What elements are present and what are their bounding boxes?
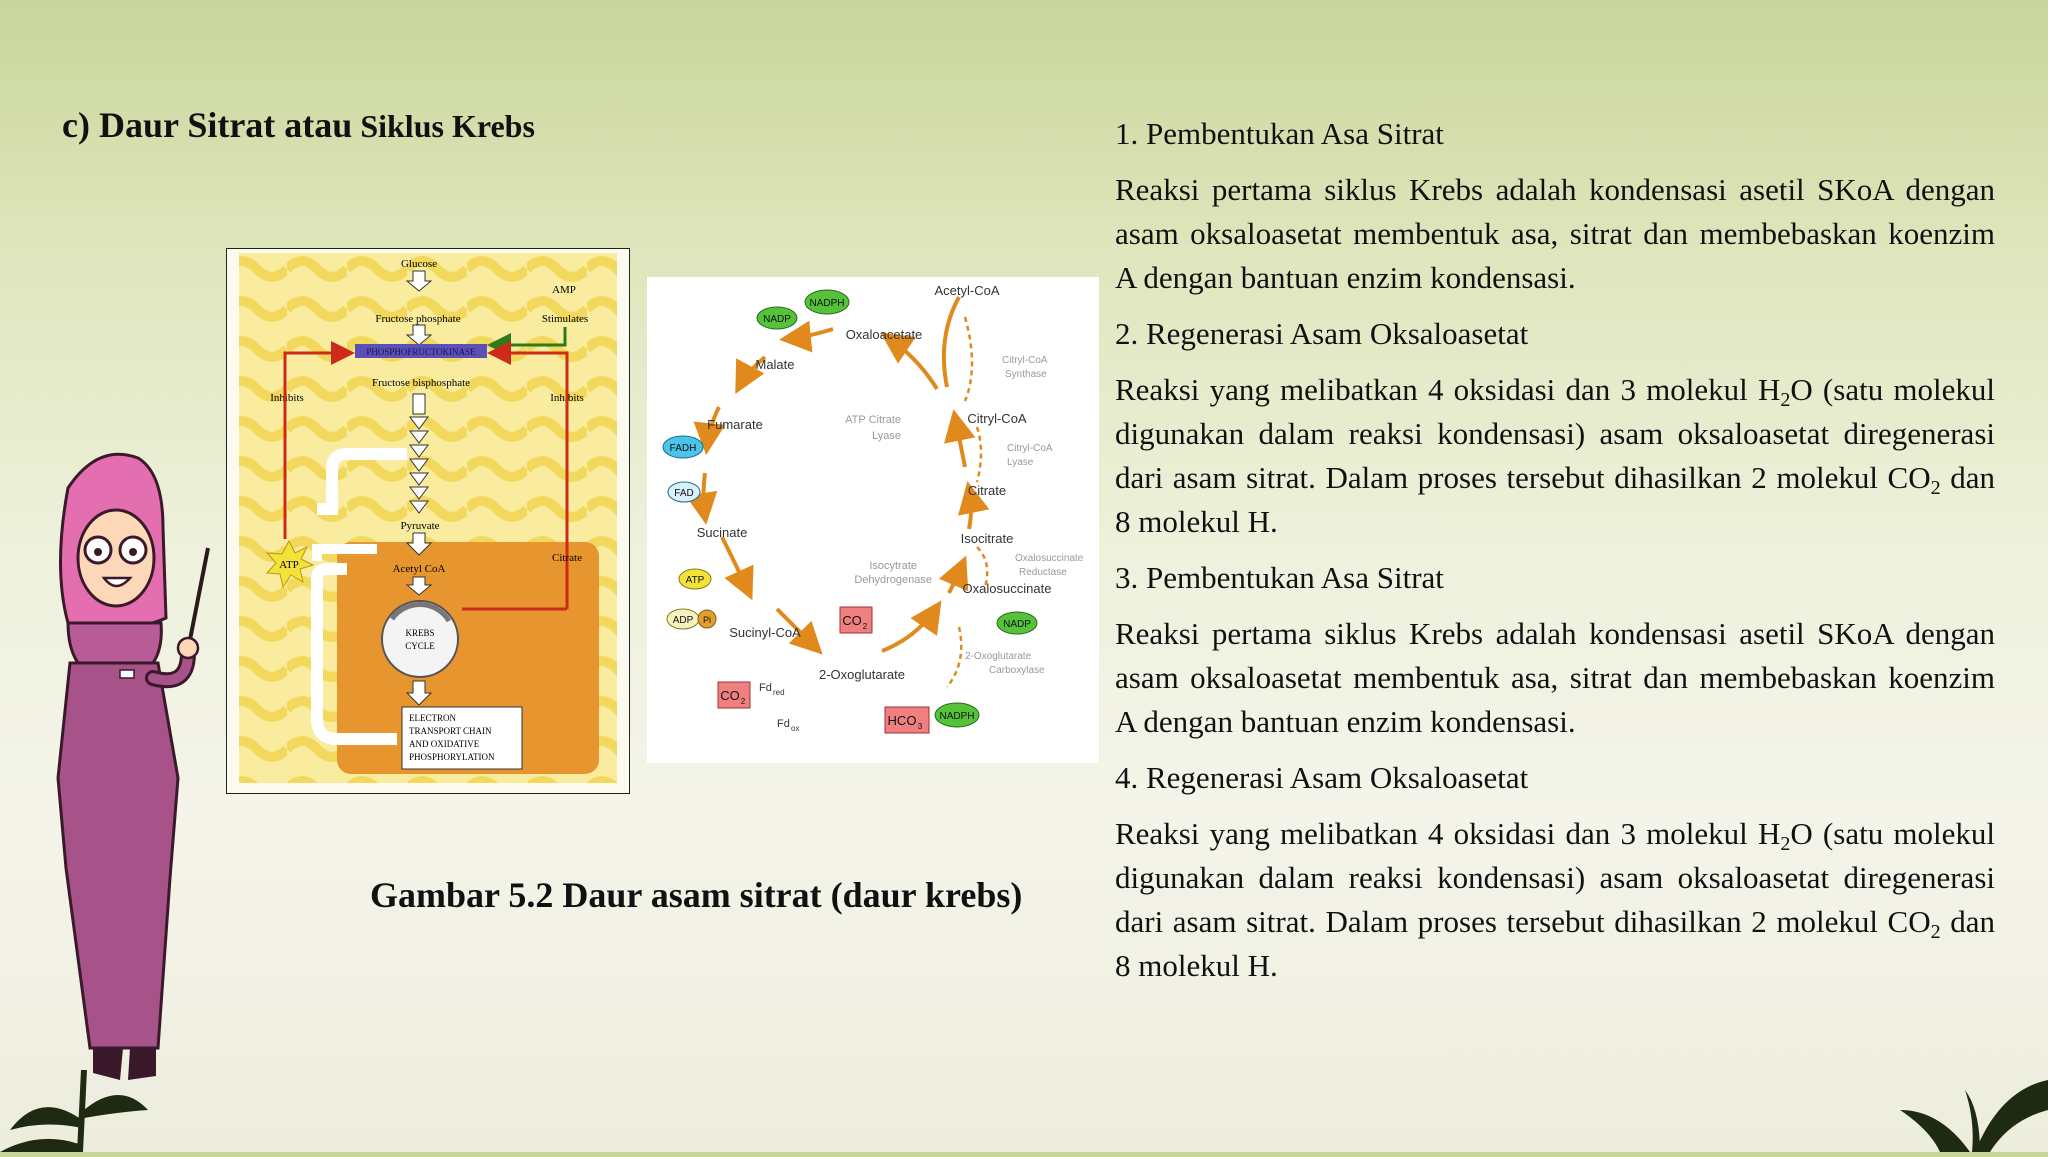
title-main: c) Daur Sitrat atau — [62, 105, 353, 145]
leaf — [1900, 1110, 1970, 1152]
title-sub: Siklus Krebs — [360, 108, 535, 144]
label-fd-red-sub: red — [773, 688, 785, 697]
enzyme-oxalosuccinate-reductase-2: Reductase — [1019, 567, 1067, 578]
badge-atp-label: ATP — [685, 575, 705, 586]
badge-pi-label: Pi — [702, 615, 712, 625]
section-2-sub-b: 2 — [1930, 477, 1941, 499]
pointer-stick — [188, 548, 208, 650]
section-4-sub-a: 2 — [1780, 833, 1791, 855]
section-4-text-b: O (satu molekul digunakan dalam reaksi kondensasi) asam oksaloasetat diregenerasi dari asam sitrat. Dalam proses tersebut dihasilkan 2 molekul CO — [1115, 816, 1995, 939]
enzyme-oxoglutarate-carboxylase-2: Carboxylase — [989, 665, 1045, 676]
dress — [58, 663, 178, 1048]
section-2-sub-a: 2 — [1780, 389, 1791, 411]
label-fructose-phosphate: Fructose phosphate — [375, 313, 461, 325]
label-citrate: Citrate — [552, 552, 582, 564]
label-inhibits-left: Inhibits — [270, 392, 304, 404]
section-2-text-a: Reaksi yang melibatkan 4 oksidasi dan 3 molekul H — [1115, 372, 1781, 407]
eye-left — [94, 548, 102, 556]
label-fd-ox-sub: ox — [791, 724, 800, 733]
label-atp: ATP — [279, 559, 299, 571]
label-enzyme: PHOSPHOFRUCTOKINASE — [366, 347, 476, 357]
section-1-heading: 1. Pembentukan Asa Sitrat — [1115, 116, 1444, 151]
label-pyruvate: Pyruvate — [400, 520, 440, 532]
enzyme-atp-citrate-lyase-2: Lyase — [872, 430, 901, 442]
plant-decoration-right — [1880, 1070, 2048, 1152]
leaf — [0, 1139, 82, 1152]
label-acetyl-coa: Acetyl CoA — [392, 563, 446, 575]
node-oxalosuccinate: Oxalosuccinate — [962, 581, 1052, 596]
figure-caption: Gambar 5.2 Daur asam sitrat (daur krebs) — [370, 875, 1023, 915]
label-stimulates: Stimulates — [541, 313, 589, 325]
label-etc-3: AND OXIDATIVE — [409, 739, 480, 749]
label-etc-4: PHOSPHORYLATION — [409, 752, 495, 762]
cycle-arrows — [704, 297, 972, 651]
plant-decoration-left — [0, 1050, 150, 1152]
label-etc-1: ELECTRON — [409, 713, 456, 723]
section-1-paragraph: Reaksi pertama siklus Krebs adalah kondensasi asetil SKoA dengan asam oksaloasetat membentuk asa, sitrat dan membebaskan koenzim A dengan bantuan enzim kondensasi. — [1115, 172, 1995, 295]
section-4-heading: 4. Regenerasi Asam Oksaloasetat — [1115, 760, 1529, 795]
label-glucose: Glucose — [400, 258, 438, 270]
badge-co2-1-label: CO — [842, 613, 862, 628]
label-fd-ox: Fd — [777, 718, 790, 730]
node-citryl-coa: Citryl-CoA — [967, 411, 1027, 426]
section-4-sub-b: 2 — [1930, 921, 1941, 943]
enzyme-citryl-coa-lyase-1: Citryl-CoA — [1007, 443, 1053, 454]
section-3-paragraph: Reaksi pertama siklus Krebs adalah kondensasi asetil SKoA dengan asam oksaloasetat membentuk asa, sitrat dan membebaskan koenzim A dengan bantuan enzim kondensasi. — [1115, 616, 1995, 739]
section-4-text-a: Reaksi yang melibatkan 4 oksidasi dan 3 molekul H — [1115, 816, 1781, 851]
leaf — [10, 1107, 82, 1130]
leaf — [84, 1095, 148, 1118]
leaf — [1965, 1090, 1980, 1152]
krebs-cycle-circle — [382, 601, 458, 677]
badge-nadph-2-label: NADPH — [939, 711, 975, 722]
badge-co2-1-sub: 2 — [862, 622, 868, 631]
label-amp: AMP — [552, 284, 576, 296]
node-malate: Malate — [755, 357, 795, 372]
enzyme-atp-citrate-lyase-1: ATP Citrate — [845, 414, 901, 426]
badge-hco3-sub: 3 — [917, 722, 923, 731]
label-etc-2: TRANSPORT CHAIN — [409, 726, 492, 736]
badge-fadh-label: FADH — [669, 443, 697, 454]
label-krebs-1: KREBS — [405, 628, 435, 638]
badge-nadph-label: NADPH — [809, 298, 845, 309]
enzyme-citryl-coa-lyase-2: Lyase — [1007, 457, 1034, 468]
eye-right — [129, 548, 137, 556]
node-succinate: Sucinate — [696, 525, 748, 540]
node-2-oxoglutarate: 2-Oxoglutarate — [819, 667, 905, 682]
label-inhibits-right: Inhibits — [550, 392, 584, 404]
badge-hco3-label: HCO — [887, 713, 917, 728]
section-2-heading: 2. Regenerasi Asam Oksaloasetat — [1115, 316, 1529, 351]
badge-fad-label: FAD — [674, 488, 694, 499]
section-3-heading: 3. Pembentukan Asa Sitrat — [1115, 560, 1444, 595]
label-fd-red: Fd — [759, 682, 772, 694]
node-acetyl-coa: Acetyl-CoA — [934, 283, 1000, 298]
hand — [178, 638, 198, 658]
section-2-text-b: O (satu molekul digunakan dalam reaksi kondensasi) asam oksaloasetat diregenerasi dari asam sitrat. Dalam proses tersebut dihasilkan 2 molekul CO — [1115, 372, 1995, 495]
enzyme-isocytrate-dh-1: Isocytrate — [869, 560, 917, 572]
badge-co2-2-sub: 2 — [740, 697, 746, 706]
dashed-arrows — [947, 317, 987, 687]
label-fructose-bisphosphate: Fructose bisphosphate — [371, 377, 471, 389]
figure-glycolysis-regulation — [226, 248, 630, 794]
label-krebs-2: CYCLE — [405, 641, 435, 651]
node-isocitrate: Isocitrate — [960, 531, 1014, 546]
node-fumarate: Fumarate — [707, 417, 763, 432]
section-2-paragraph — [1115, 368, 1995, 544]
badge-co2-2-label: CO — [720, 688, 740, 703]
figure-citric-acid-cycle — [647, 277, 1099, 763]
plant-stem — [80, 1070, 84, 1152]
enzyme-oxalosuccinate-reductase-1: Oxalosuccinate — [1015, 553, 1084, 564]
section-4-paragraph — [1115, 812, 1995, 988]
node-citrate: Citrate — [967, 483, 1007, 498]
name-badge — [120, 670, 134, 678]
badge-nadp-label: NADP — [763, 314, 791, 325]
badge-nadp-2-label: NADP — [1003, 619, 1031, 630]
content-column — [1115, 112, 1995, 1000]
enzyme-oxoglutarate-carboxylase-1: 2-Oxoglutarate — [965, 651, 1032, 662]
node-sucinyl-coa: Sucinyl-CoA — [729, 625, 801, 640]
enzyme-citryl-coa-synthase-1: Citryl-CoA — [1002, 355, 1048, 366]
enzyme-isocytrate-dh-2: Dehydrogenase — [854, 574, 932, 586]
section-4-text-c: dan 8 molekul H. — [1115, 904, 1995, 983]
node-oxaloacetate: Oxaloacetate — [845, 327, 923, 342]
section-2-text-c: dan 8 molekul H. — [1115, 460, 1995, 539]
badge-adp-label: ADP — [672, 615, 694, 626]
leaf — [1975, 1080, 2048, 1152]
slide-title — [62, 104, 535, 146]
hijab-bottom — [68, 623, 161, 663]
enzyme-citryl-coa-synthase-2: Synthase — [1005, 369, 1047, 380]
teacher-illustration — [38, 448, 238, 1088]
